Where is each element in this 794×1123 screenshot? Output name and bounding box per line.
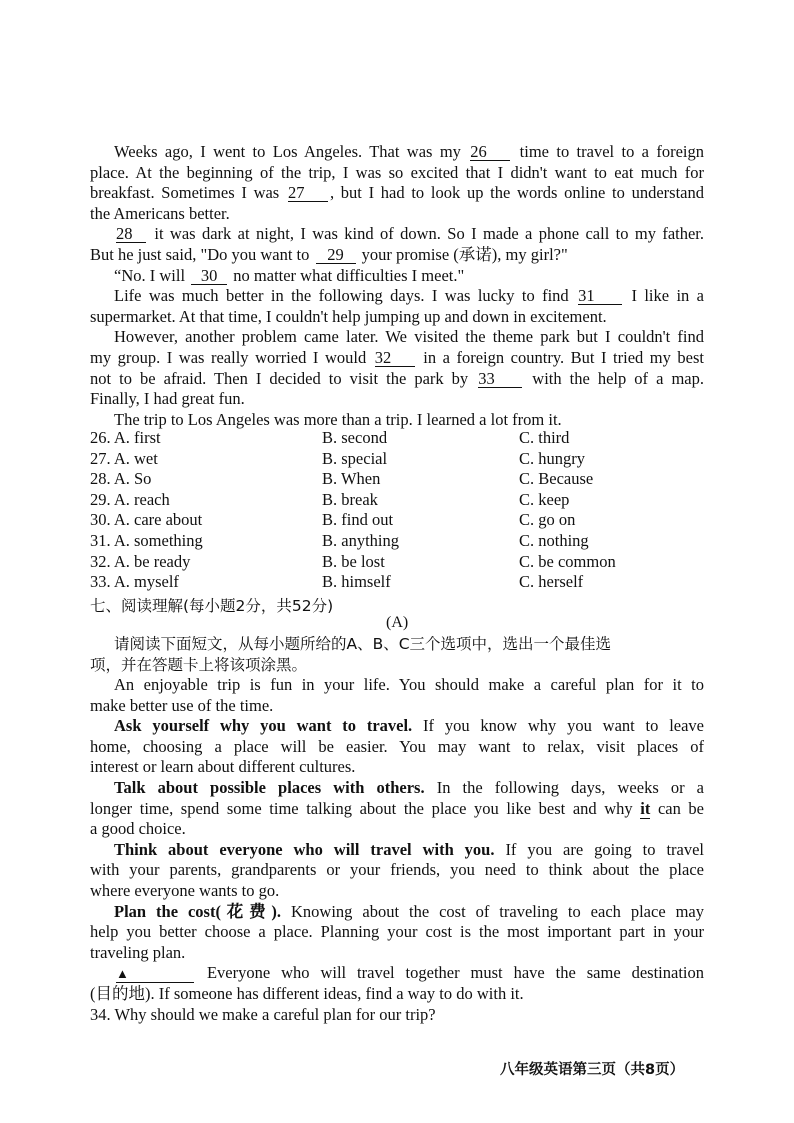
option-b: B. anything	[322, 530, 399, 550]
option-a: 33. A. myself	[90, 572, 179, 592]
tip-heading: Talk about possible places with others.	[114, 777, 425, 797]
blank-28: 28	[116, 225, 146, 243]
reading-line: ▲ Everyone who will travel together must have the same destination	[116, 963, 704, 983]
blank-30: 30	[191, 267, 227, 285]
instruction-line: 项，并在答题卡上将该项涂黑。	[90, 655, 308, 674]
passage-line: the Americans better.	[90, 203, 230, 223]
reading-line: interest or learn about different cultures.	[90, 757, 356, 777]
tip-heading: Plan the cost(花费).	[114, 901, 282, 921]
option-b: B. second	[322, 428, 388, 447]
reading-line: Ask yourself why you want to travel. If you know why you want to leave	[114, 716, 705, 736]
option-a: 29. A. reach	[90, 489, 170, 509]
instructions	[90, 634, 704, 675]
blank-33: 33	[478, 370, 522, 388]
option-a: 32. A. be ready	[90, 551, 191, 571]
option-b: B. special	[322, 448, 388, 468]
option-a: 30. A. care about	[90, 510, 203, 530]
option-b: B. find out	[322, 510, 394, 530]
passage-line: Finally, I had great fun.	[90, 389, 245, 409]
option-row	[90, 531, 704, 552]
cloze-options	[90, 428, 704, 593]
passage-line: 28 it was dark at night, I was kind of down. So I made a phone call to my father.	[116, 224, 705, 244]
page-footer: 八年级英语第三页（共8页）	[500, 1062, 685, 1078]
reading-line: help you better choose a place. Planning your cost is the most important part in your	[90, 922, 704, 942]
option-c: C. third	[519, 428, 570, 447]
option-row	[90, 510, 704, 531]
option-row	[90, 490, 704, 511]
option-b: B. break	[322, 489, 378, 509]
blank-31: 31	[578, 287, 622, 305]
section-title: 七、阅读理解(每小题2分，共52分)	[90, 597, 334, 615]
reading-line: home, choosing a place will be easier. You may want to relax, visit places of	[90, 736, 704, 756]
instruction-line: 请阅读下面短文，从每小题所给的A、B、C三个选项中，选出一个最佳选	[114, 635, 612, 653]
option-a: 26. A. first	[90, 428, 161, 447]
reading-line: longer time, spend some time talking about the place you like best and why it can be	[90, 798, 704, 818]
passage-line: breakfast. Sometimes I was 27 , but I had to look up the words online to understand	[90, 183, 704, 203]
tip-heading: Ask yourself why you want to travel.	[114, 716, 413, 736]
option-b: B. When	[322, 469, 381, 489]
blank-26: 26	[470, 143, 510, 161]
reading-line: Plan the cost(花费). Knowing about the cost of traveling to each place may	[114, 901, 705, 921]
option-b: B. himself	[322, 572, 391, 592]
passage-line: not to be afraid. Then I decided to visit the park by 33 with the help of a map.	[90, 368, 704, 388]
passage-line: But he just said, "Do you want to 29 your promise (承诺), my girl?"	[90, 244, 568, 264]
option-row	[90, 449, 704, 470]
option-a: 27. A. wet	[90, 448, 158, 468]
passage-line: supermarket. At that time, I couldn't help jumping up and down in excitement.	[90, 306, 607, 326]
option-row	[90, 552, 704, 573]
option-c: C. go on	[519, 510, 576, 530]
section-part-label: (A)	[386, 614, 409, 631]
option-c: C. hungry	[519, 448, 585, 468]
question-34: 34. Why should we make a careful plan for our trip?	[90, 1004, 436, 1024]
blank-32: 32	[375, 349, 415, 367]
option-b: B. be lost	[322, 551, 385, 571]
passage-line: The trip to Los Angeles was more than a trip. I learned a lot from it.	[114, 409, 562, 429]
option-row	[90, 572, 704, 593]
passage-line: place. At the beginning of the trip, I was so excited that I didn't want to eat much for	[90, 162, 704, 182]
blank-27: 27	[288, 184, 328, 202]
passage-line: Weeks ago, I went to Los Angeles. That was my 26 time to travel to a foreign	[114, 142, 705, 161]
option-a: 31. A. something	[90, 530, 203, 550]
option-c: C. herself	[519, 572, 584, 592]
passage-line: my group. I was really worried I would 32 in a foreign country. But I tried my best	[90, 347, 705, 367]
underlined-it: it	[640, 798, 651, 818]
reading-line: (目的地). If someone has different ideas, find a way to do with it.	[90, 983, 524, 1003]
option-a: 28. A. So	[90, 469, 152, 489]
blank-29: 29	[316, 246, 356, 264]
passage-line: However, another problem came later. We visited the theme park but I couldn't find	[114, 327, 704, 347]
reading-line: a good choice.	[90, 819, 186, 839]
option-row	[90, 428, 704, 449]
passage-line: Life was much better in the following days. I was lucky to find 31 I like in a	[114, 286, 705, 306]
reading-passage	[90, 675, 704, 1025]
reading-line: Think about everyone who will travel with you. If you are going to travel	[114, 839, 705, 859]
tip-heading: Think about everyone who will travel with you.	[114, 839, 495, 859]
option-c: C. keep	[519, 489, 570, 509]
option-c: C. be common	[519, 551, 616, 571]
option-c: C. Because	[519, 469, 594, 489]
reading-line: An enjoyable trip is fun in your life. You should make a careful plan for it to	[114, 675, 704, 694]
cloze-passage	[90, 142, 704, 430]
reading-line: traveling plan.	[90, 942, 186, 962]
option-row	[90, 469, 704, 490]
missing-heading-blank: ▲	[116, 965, 194, 983]
option-c: C. nothing	[519, 530, 589, 550]
reading-line: Talk about possible places with others. In the following days, weeks or a	[114, 777, 704, 797]
reading-line: make better use of the time.	[90, 695, 274, 715]
reading-line: where everyone wants to go.	[90, 880, 280, 900]
reading-line: with your parents, grandparents or your friends, you need to think about the place	[90, 860, 704, 880]
passage-line: “No. I will 30 no matter what difficulties I meet."	[114, 265, 465, 285]
